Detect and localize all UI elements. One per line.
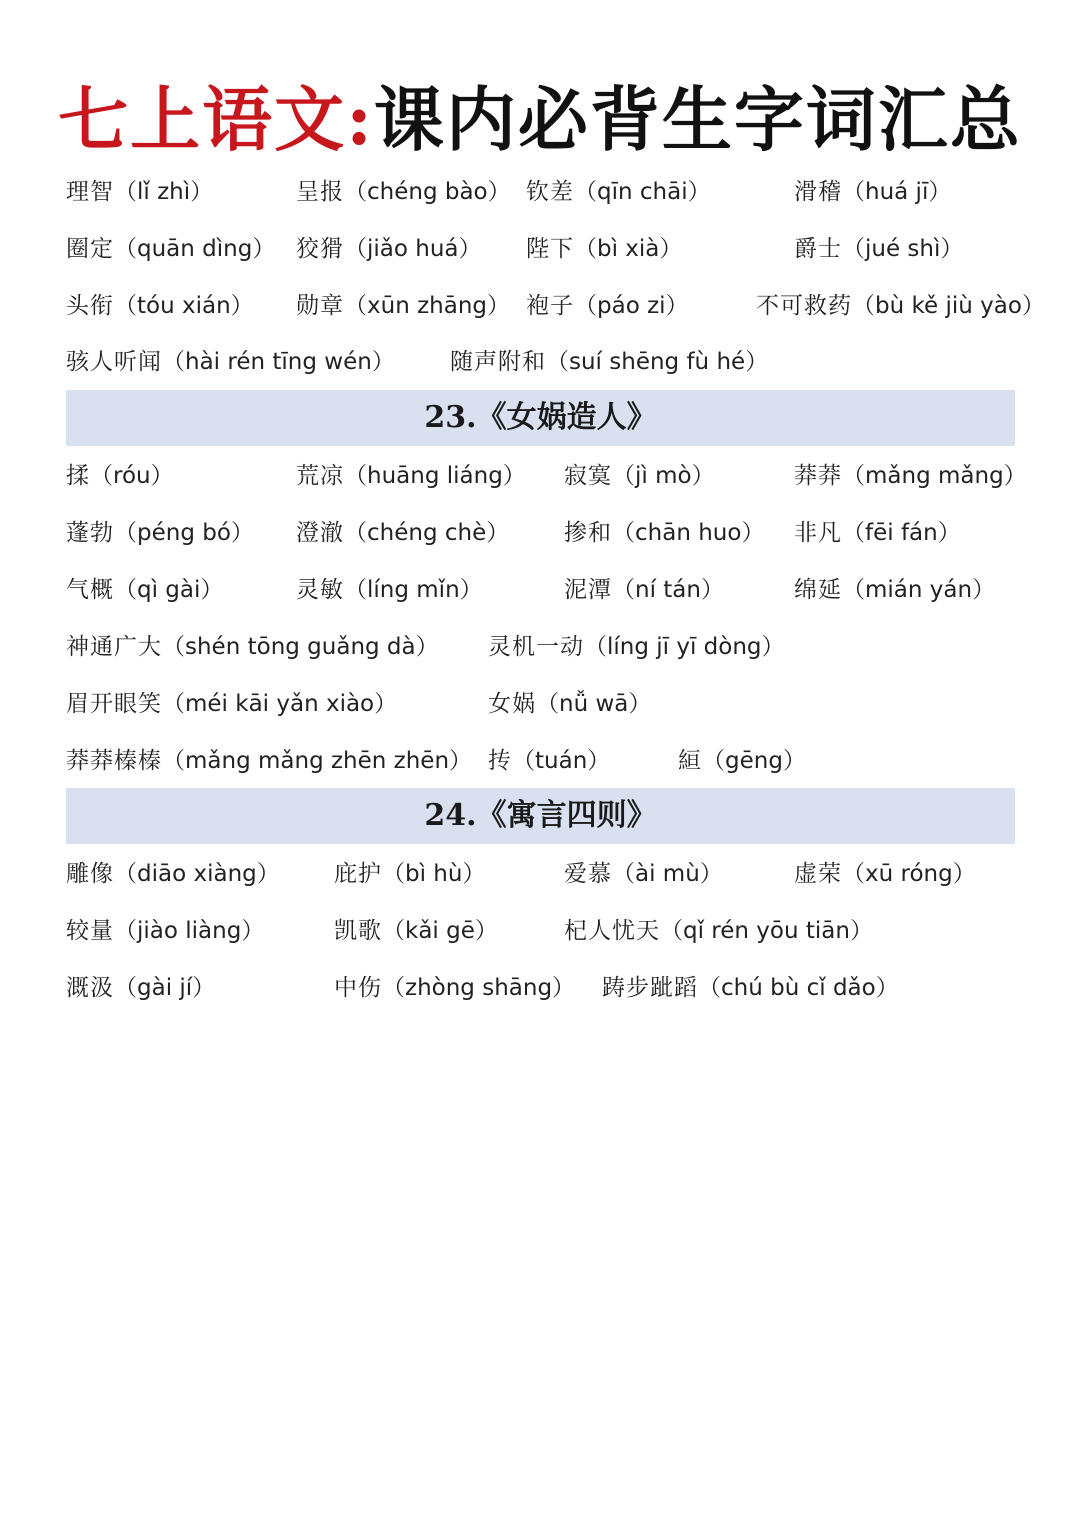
vocab-item <box>66 570 223 610</box>
vocab-word: 狡猾 <box>296 236 344 262</box>
paren-open: （ <box>574 236 597 262</box>
paren-close: ） <box>761 634 785 660</box>
vocab-item <box>66 684 397 724</box>
vocab-row <box>0 854 1080 894</box>
paren-close: ） <box>552 975 576 1001</box>
vocab-word: 溉汲 <box>66 975 114 1001</box>
paren-open: （ <box>612 463 635 489</box>
vocab-row <box>0 627 1080 667</box>
vocab-item <box>66 456 174 496</box>
paren-close: ） <box>502 463 526 489</box>
vocab-pinyin: páo zi <box>597 293 666 319</box>
paren-close: ） <box>587 748 611 774</box>
vocab-item <box>794 229 963 269</box>
paren-open: （ <box>162 634 185 660</box>
paren-open: （ <box>382 861 405 887</box>
paren-open: （ <box>842 236 865 262</box>
paren-close: ） <box>691 463 715 489</box>
vocab-item <box>334 854 485 894</box>
vocab-pinyin: kǎi gē <box>405 918 475 944</box>
vocab-pinyin: chān huo <box>635 520 742 546</box>
vocab-word: 随声附和 <box>450 349 546 375</box>
paren-open: （ <box>114 236 137 262</box>
vocab-pinyin: líng mǐn <box>367 577 460 603</box>
vocab-item <box>66 342 395 382</box>
vocab-item <box>564 854 723 894</box>
vocab-pinyin: diāo xiàng <box>137 861 257 887</box>
vocab-word: 寂寞 <box>564 463 612 489</box>
vocab-word: 圈定 <box>66 236 114 262</box>
vocab-word: 呈报 <box>296 179 344 205</box>
paren-close: ） <box>230 293 254 319</box>
paren-close: ） <box>940 236 964 262</box>
vocab-item <box>794 570 995 610</box>
vocab-item <box>488 627 785 667</box>
vocab-word: 絙 <box>678 748 702 774</box>
vocab-item <box>296 456 526 496</box>
vocab-word: 抟 <box>488 748 512 774</box>
paren-close: ） <box>952 861 976 887</box>
paren-close: ） <box>449 748 473 774</box>
paren-open: （ <box>842 463 865 489</box>
paren-close: ） <box>462 861 486 887</box>
vocab-word: 钦差 <box>526 179 574 205</box>
paren-open: （ <box>114 918 137 944</box>
section-heading: 24.《寓言四则》 <box>66 788 1015 844</box>
vocab-word: 头衔 <box>66 293 114 319</box>
paren-open: （ <box>114 293 137 319</box>
vocab-row <box>0 286 1080 326</box>
paren-close: ） <box>459 577 483 603</box>
vocab-item <box>526 172 711 212</box>
vocab-item <box>794 456 1027 496</box>
vocab-word: 虚荣 <box>794 861 842 887</box>
vocab-item <box>66 286 254 326</box>
vocab-pinyin: lǐ zhì <box>137 179 191 205</box>
vocab-item <box>678 741 806 781</box>
paren-open: （ <box>842 520 865 546</box>
vocab-row <box>0 456 1080 496</box>
vocab-word: 袍子 <box>526 293 574 319</box>
vocab-pinyin: xūn zhāng <box>367 293 487 319</box>
paren-open: （ <box>114 520 137 546</box>
vocab-pinyin: líng jī yī dòng <box>607 634 762 660</box>
vocab-word: 气概 <box>66 577 114 603</box>
vocab-pinyin: qǐ rén yōu tiān <box>683 918 850 944</box>
vocab-word: 爱慕 <box>564 861 612 887</box>
vocab-pinyin: zhòng shāng <box>405 975 553 1001</box>
vocab-word: 莽莽榛榛 <box>66 748 162 774</box>
paren-close: ） <box>665 293 689 319</box>
vocab-item <box>66 627 439 667</box>
paren-close: ） <box>937 520 961 546</box>
paren-open: （ <box>344 520 367 546</box>
vocab-word: 掺和 <box>564 520 612 546</box>
paren-close: ） <box>486 520 510 546</box>
paren-open: （ <box>852 293 875 319</box>
paren-open: （ <box>574 179 597 205</box>
vocab-item <box>794 513 961 553</box>
vocab-pinyin: shén tōng guǎng dà <box>185 634 416 660</box>
vocab-item <box>794 172 951 212</box>
vocab-item <box>296 229 482 269</box>
vocab-item <box>296 286 510 326</box>
vocab-pinyin: bù kě jiù yào <box>875 293 1022 319</box>
paren-close: ） <box>875 975 899 1001</box>
paren-close: ） <box>972 577 996 603</box>
paren-close: ） <box>192 975 216 1001</box>
vocab-item <box>66 854 280 894</box>
vocab-pinyin: qì gài <box>137 577 201 603</box>
vocab-item <box>66 911 264 951</box>
vocab-item <box>334 968 575 1008</box>
paren-open: （ <box>382 918 405 944</box>
vocab-word: 不可救药 <box>756 293 852 319</box>
paren-open: （ <box>612 577 635 603</box>
paren-close: ） <box>241 918 265 944</box>
vocab-item <box>450 342 768 382</box>
vocab-pinyin: tuán <box>535 748 588 774</box>
vocab-item <box>488 684 651 724</box>
paren-open: （ <box>114 861 137 887</box>
vocab-word: 揉 <box>66 463 90 489</box>
paren-close: ） <box>487 179 511 205</box>
vocab-item <box>296 570 483 610</box>
vocab-word: 爵士 <box>794 236 842 262</box>
vocab-pinyin: róu <box>113 463 151 489</box>
vocab-item <box>66 229 275 269</box>
paren-close: ） <box>687 179 711 205</box>
paren-open: （ <box>344 179 367 205</box>
vocab-word: 雕像 <box>66 861 114 887</box>
paren-open: （ <box>660 918 683 944</box>
paren-close: ） <box>741 520 765 546</box>
paren-close: ） <box>849 918 873 944</box>
vocab-word: 神通广大 <box>66 634 162 660</box>
paren-close: ） <box>200 577 224 603</box>
paren-close: ） <box>487 293 510 319</box>
vocab-pinyin: mǎng mǎng <box>865 463 1004 489</box>
vocab-item <box>564 456 715 496</box>
vocab-item <box>334 911 498 951</box>
vocab-word: 较量 <box>66 918 114 944</box>
paren-close: ） <box>1003 463 1027 489</box>
paren-open: （ <box>90 463 113 489</box>
vocab-pinyin: jué shì <box>865 236 941 262</box>
vocab-pinyin: nǚ wā <box>559 691 629 717</box>
vocab-word: 澄澈 <box>296 520 344 546</box>
title-part1: 七上语文 <box>58 78 347 161</box>
vocab-pinyin: tóu xián <box>137 293 231 319</box>
paren-close: ） <box>659 236 683 262</box>
vocab-word: 勋章 <box>296 293 344 319</box>
vocab-word: 杞人忧天 <box>564 918 660 944</box>
vocab-pinyin: péng bó <box>137 520 231 546</box>
vocab-row <box>0 684 1080 724</box>
vocab-pinyin: suí shēng fù hé <box>569 349 746 375</box>
paren-open: （ <box>162 349 185 375</box>
vocab-item <box>526 286 689 326</box>
paren-open: （ <box>344 236 367 262</box>
section-heading: 23.《女娲造人》 <box>66 390 1015 446</box>
vocab-word: 灵敏 <box>296 577 344 603</box>
vocab-pinyin: jiào liàng <box>137 918 242 944</box>
paren-open: （ <box>842 577 865 603</box>
vocab-word: 踌步跐蹈 <box>602 975 698 1001</box>
paren-close: ） <box>415 634 439 660</box>
vocab-row <box>0 229 1080 269</box>
paren-close: ） <box>252 236 276 262</box>
vocab-pinyin: xū róng <box>865 861 953 887</box>
vocab-pinyin: fēi fán <box>865 520 938 546</box>
paren-open: （ <box>114 975 137 1001</box>
paren-open: （ <box>612 861 635 887</box>
vocab-word: 骇人听闻 <box>66 349 162 375</box>
vocab-word: 灵机一动 <box>488 634 584 660</box>
vocab-row <box>0 911 1080 951</box>
title-part2: 课内必背生字词汇总 <box>373 78 1022 161</box>
vocab-pinyin: hài rén tīng wén <box>185 349 372 375</box>
paren-open: （ <box>382 975 405 1001</box>
vocab-word: 理智 <box>66 179 114 205</box>
vocab-row <box>0 741 1080 781</box>
vocab-item <box>794 854 976 894</box>
vocab-row <box>0 968 1080 1008</box>
page-title <box>0 78 1080 162</box>
paren-open: （ <box>114 179 137 205</box>
vocab-pinyin: jiǎo huá <box>367 236 459 262</box>
vocab-word: 非凡 <box>794 520 842 546</box>
paren-open: （ <box>344 577 367 603</box>
vocab-word: 蓬勃 <box>66 520 114 546</box>
paren-open: （ <box>114 577 137 603</box>
vocab-pinyin: chéng bào <box>367 179 488 205</box>
paren-open: （ <box>612 520 635 546</box>
vocab-row <box>0 342 1080 382</box>
vocab-pinyin: mǎng mǎng zhēn zhēn <box>185 748 450 774</box>
vocab-pinyin: gài jí <box>137 975 193 1001</box>
vocab-item <box>488 741 610 781</box>
paren-close: ） <box>745 349 769 375</box>
vocab-pinyin: huá jī <box>865 179 929 205</box>
vocab-item <box>564 911 873 951</box>
vocab-pinyin: ní tán <box>635 577 701 603</box>
vocab-pinyin: bì xià <box>597 236 660 262</box>
vocab-item <box>526 229 682 269</box>
paren-open: （ <box>344 293 367 319</box>
paren-close: ） <box>190 179 214 205</box>
paren-open: （ <box>536 691 559 717</box>
paren-close: ） <box>700 577 724 603</box>
vocab-pinyin: mián yán <box>865 577 973 603</box>
vocab-pinyin: jì mò <box>635 463 692 489</box>
vocab-word: 泥潭 <box>564 577 612 603</box>
paren-open: （ <box>162 748 185 774</box>
vocab-item <box>66 968 215 1008</box>
paren-close: ） <box>374 691 398 717</box>
paren-close: ） <box>699 861 723 887</box>
paren-close: ） <box>256 861 280 887</box>
paren-open: （ <box>546 349 569 375</box>
vocab-word: 绵延 <box>794 577 842 603</box>
paren-close: ） <box>928 179 952 205</box>
vocab-word: 庇护 <box>334 861 382 887</box>
vocab-word: 中伤 <box>334 975 382 1001</box>
paren-close: ） <box>1021 293 1045 319</box>
paren-open: （ <box>842 179 865 205</box>
paren-close: ） <box>474 918 498 944</box>
paren-close: ） <box>782 748 806 774</box>
paren-open: （ <box>162 691 185 717</box>
paren-open: （ <box>584 634 607 660</box>
paren-open: （ <box>344 463 367 489</box>
vocab-item <box>66 741 472 781</box>
vocab-row <box>0 570 1080 610</box>
paren-close: ） <box>458 236 482 262</box>
paren-close: ） <box>230 520 254 546</box>
vocab-pinyin: gēng <box>725 748 783 774</box>
vocab-word: 凯歌 <box>334 918 382 944</box>
vocab-item <box>602 968 899 1008</box>
vocab-pinyin: qīn chāi <box>597 179 688 205</box>
vocab-item <box>564 513 764 553</box>
paren-open: （ <box>574 293 597 319</box>
vocab-word: 滑稽 <box>794 179 842 205</box>
title-colon: : <box>346 78 374 161</box>
paren-open: （ <box>702 748 725 774</box>
vocab-pinyin: ài mù <box>635 861 700 887</box>
paren-close: ） <box>371 349 395 375</box>
paren-close: ） <box>628 691 652 717</box>
vocab-item <box>296 172 511 212</box>
vocab-item <box>66 513 254 553</box>
vocab-item <box>66 172 213 212</box>
vocab-word: 荒凉 <box>296 463 344 489</box>
vocab-item <box>756 286 1045 326</box>
paren-open: （ <box>842 861 865 887</box>
vocab-item <box>296 513 509 553</box>
vocab-word: 眉开眼笑 <box>66 691 162 717</box>
vocab-pinyin: méi kāi yǎn xiào <box>185 691 375 717</box>
vocab-item <box>564 570 724 610</box>
vocab-word: 陛下 <box>526 236 574 262</box>
vocab-pinyin: chéng chè <box>367 520 487 546</box>
vocab-pinyin: chú bù cǐ dǎo <box>721 975 876 1001</box>
vocab-pinyin: bì hù <box>405 861 463 887</box>
vocab-pinyin: quān dìng <box>137 236 253 262</box>
vocab-row <box>0 172 1080 212</box>
vocab-row <box>0 513 1080 553</box>
paren-close: ） <box>150 463 174 489</box>
vocab-word: 莽莽 <box>794 463 842 489</box>
paren-open: （ <box>698 975 721 1001</box>
vocab-word: 女娲 <box>488 691 536 717</box>
vocab-pinyin: huāng liáng <box>367 463 503 489</box>
paren-open: （ <box>512 748 535 774</box>
